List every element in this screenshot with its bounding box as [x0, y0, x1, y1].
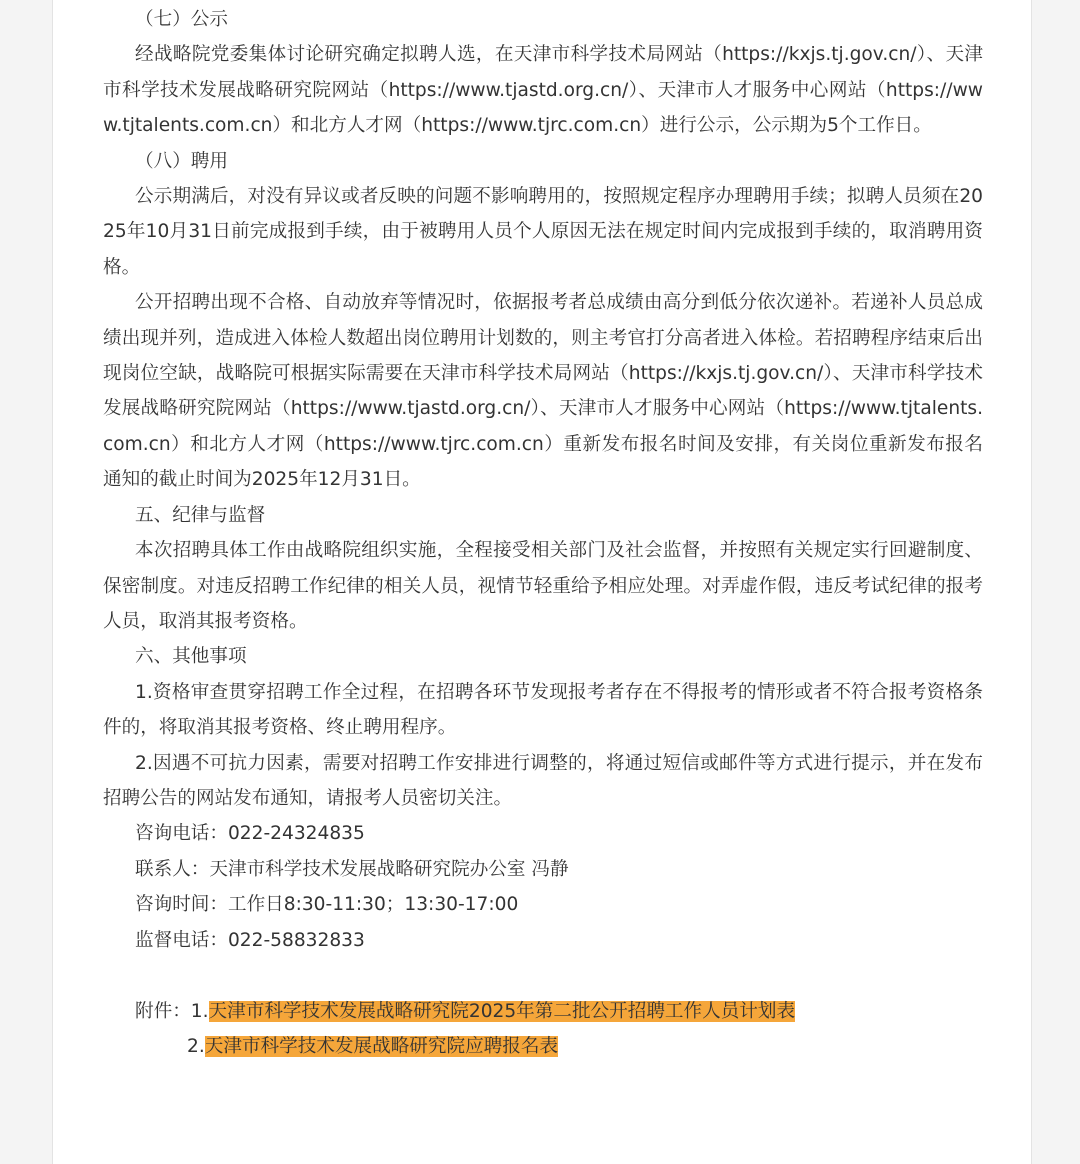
- attachment-1-link[interactable]: 天津市科学技术发展战略研究院2025年第二批公开招聘工作人员计划表: [208, 1000, 796, 1022]
- section-heading-publicity: （七）公示: [135, 9, 228, 30]
- paragraph-publicity: 经战略院党委集体讨论研究确定拟聘人选，在天津市科学技术局网站（https://kxjs.tj.gov.cn/）、天津市科学技术发展战略研究院网站（https://www.tjastd.org.cn/）、天津市人才服务中心网站（https://www.tjtalents.com.cn）和北方人才网（https://www.tjrc.com.cn）进行公示，公示期为5个工作日。: [103, 44, 983, 137]
- section-heading-discipline: 五、纪律与监督: [135, 504, 266, 526]
- consult-hours: 咨询时间：工作日8:30-11:30；13:30-17:00: [135, 894, 519, 916]
- attachment-2-number: 2.: [187, 1036, 205, 1058]
- paragraph-employment: 公示期满后，对没有异议或者反映的问题不影响聘用的，按照规定程序办理聘用手续；拟聘人员须在2025年10月31日前完成报到手续，由于被聘用人员个人原因无法在规定时间内完成报到手续的，取消聘用资格。: [103, 186, 983, 278]
- attachment-item-1: [103, 994, 983, 1029]
- paragraph-replacement: 公开招聘出现不合格、自动放弃等情况时，依据报考者总成绩由高分到低分依次递补。若递补人员总成绩出现并列，造成进入体检人数超出岗位聘用计划数的，则主考官打分高者进入体检。若招聘程序结束后出现岗位空缺，战略院可根据实际需要在天津市科学技术局网站（https://kxjs.tj.gov.cn/）、天津市科学技术发展战略研究院网站（https://www.tjastd.org.cn/）、天津市人才服务中心网站（https://www.tjtalents.com.cn）和北方人才网（https://www.tjrc.com.cn）重新发布报名时间及安排，有关岗位重新发布报名通知的截止时间为2025年12月31日。: [103, 292, 983, 491]
- document-body: [103, 2, 983, 1065]
- attachment-2-link[interactable]: 天津市科学技术发展战略研究院应聘报名表: [204, 1036, 559, 1058]
- attachments-label: 附件：: [135, 1000, 191, 1022]
- attachment-1-number: 1.: [190, 1000, 209, 1022]
- supervision-phone: 监督电话：022-58832833: [135, 929, 365, 951]
- contact-person: 联系人：天津市科学技术发展战略研究院办公室 冯静: [135, 858, 569, 880]
- section-heading-other: 六、其他事项: [135, 646, 247, 668]
- paragraph-other-1: 1.资格审查贯穿招聘工作全过程，在招聘各环节发现报考者存在不得报考的情形或者不符合报考资格条件的，将取消其报考资格、终止聘用程序。: [103, 681, 983, 739]
- consult-phone: 咨询电话：022-24324835: [135, 823, 365, 845]
- section-heading-employment: （八）聘用: [135, 150, 228, 172]
- document-page: [52, 0, 1032, 1164]
- paragraph-discipline: 本次招聘具体工作由战略院组织实施，全程接受相关部门及社会监督，并按照有关规定实行回避制度、保密制度。对违反招聘工作纪律的相关人员，视情节轻重给予相应处理。对弄虚作假，违反考试纪律的报考人员，取消其报考资格。: [103, 540, 983, 632]
- attachment-item-2: [103, 1029, 983, 1064]
- paragraph-other-2: 2.因遇不可抗力因素，需要对招聘工作安排进行调整的，将通过短信或邮件等方式进行提示，并在发布招聘公告的网站发布通知，请报考人员密切关注。: [103, 752, 983, 809]
- spacer: [103, 958, 983, 994]
